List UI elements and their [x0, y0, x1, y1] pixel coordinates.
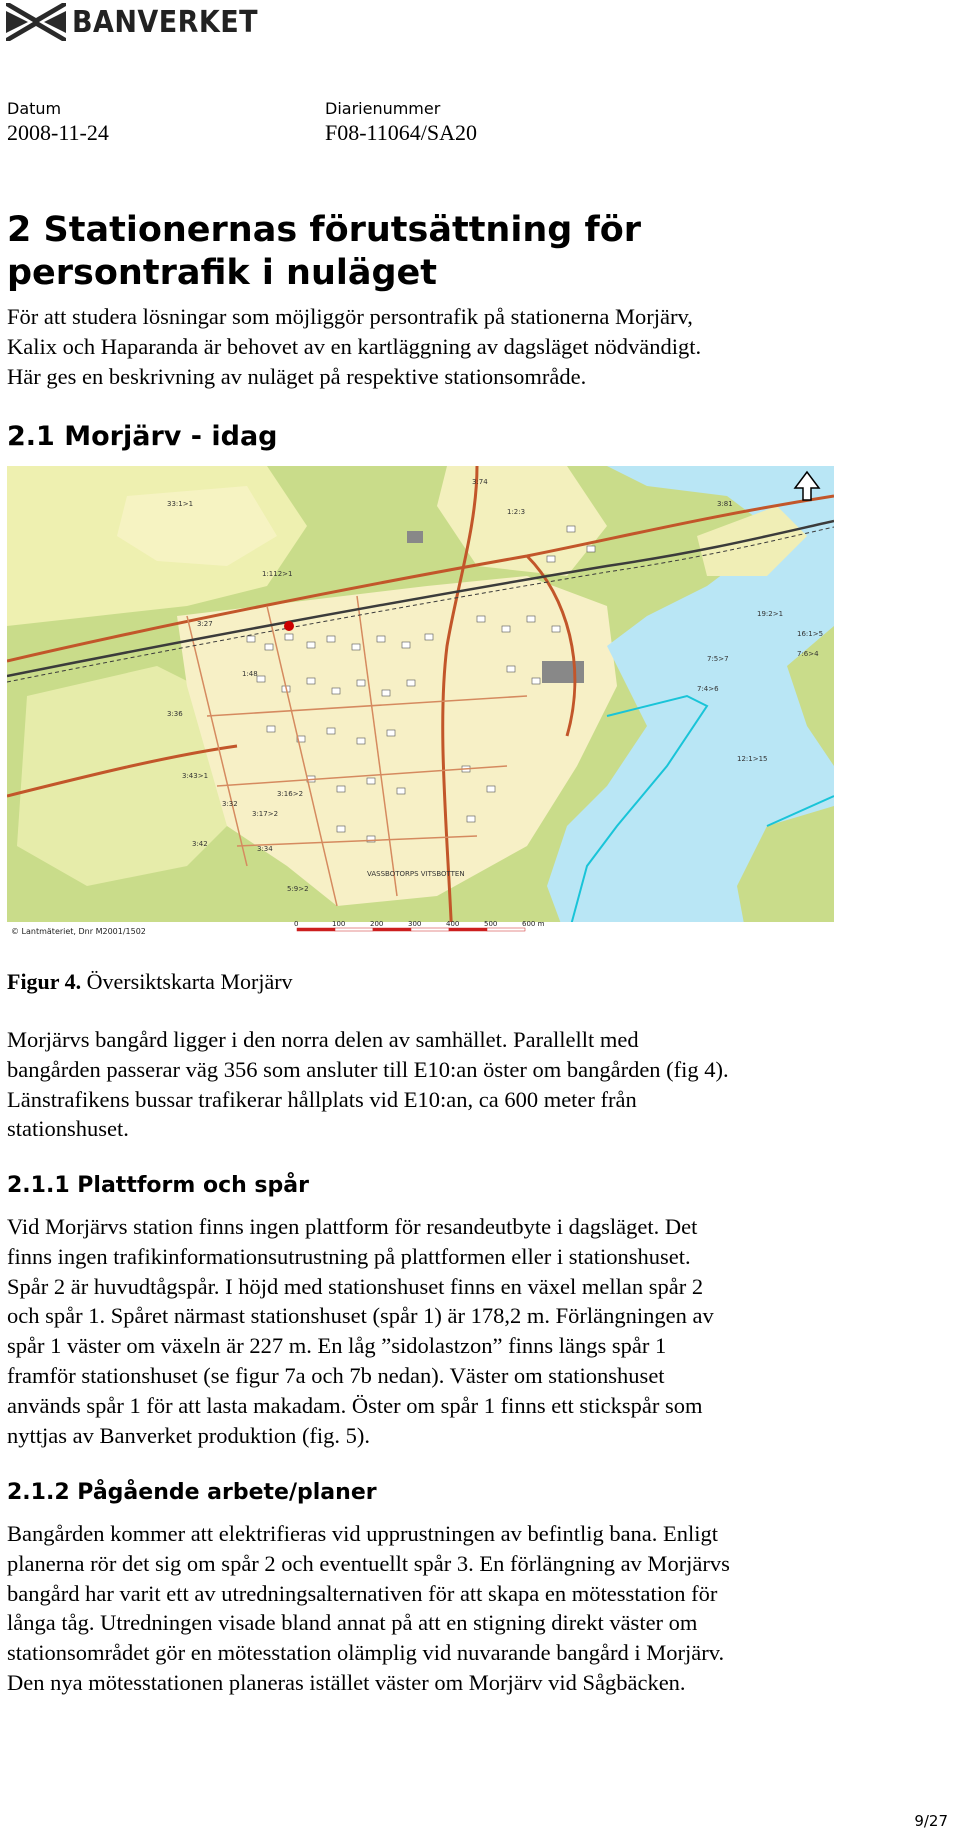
diarienummer-label: Diarienummer [325, 99, 441, 118]
body-line: Länstrafikens bussar trafikerar hållplats vid E10:an, ca 600 meter från [7, 1086, 637, 1112]
scale-label: 100 [332, 920, 346, 928]
banverket-logo [6, 2, 279, 42]
body-line: Vid Morjärvs station finns ingen plattform för resandeutbyte i dagsläget. Det [7, 1214, 698, 1239]
body-line: finns ingen trafikinformationsutrustning på plattformen eller i stationshuset. [7, 1243, 691, 1269]
map-station-marker [284, 621, 294, 631]
map-parcel-label: VASSBOTORPS VITSBOTTEN [367, 870, 465, 878]
datum-value: 2008-11-24 [7, 120, 109, 145]
map-copyright: © Lantmäteriet, Dnr M2001/1502 [11, 927, 146, 936]
body-line: bangård har varit ett av utredningsalternativen för att skapa en mötesstation för [7, 1580, 718, 1606]
body-line: spår 1 väster om växeln är 227 m. En låg ”sidolastzon” finns längs spår 1 [7, 1333, 667, 1359]
body-line: stationsområdet gör en mötesstation olämplig vid nuvarande bangård i Morjärv. [7, 1640, 725, 1666]
body-line: stationshuset. [7, 1116, 129, 1142]
intro-line: Här ges en beskrivning av nuläget på respektive stationsområde. [7, 363, 587, 389]
section-2-heading [7, 209, 947, 295]
body-line: Bangården kommer att elektrifieras vid upprustningen av befintlig bana. Enligt [7, 1521, 719, 1546]
scale-segment [297, 928, 335, 931]
section-2-heading-line2: persontrafik i nuläget [7, 253, 438, 293]
map-parcel-label: 3:34 [257, 845, 273, 853]
map-parcel-label: 3:32 [222, 800, 238, 808]
map-parcel-label: 3:16>2 [277, 790, 304, 798]
diarienummer-value: F08-11064/SA20 [325, 120, 477, 145]
scale-segment [487, 928, 525, 931]
map-parcel-label: 3:36 [167, 710, 183, 718]
section-2-1-2-heading: 2.1.2 Pågående arbete/planer [7, 1480, 377, 1505]
scale-label: 400 [446, 920, 460, 928]
body-line: framför stationshuset (se figur 7a och 7b nedan). Väster om stationshuset [7, 1362, 665, 1388]
section-2-intro [7, 302, 947, 391]
map-industrial-building [407, 531, 423, 543]
section-2-heading-line1: 2 Stationernas förutsättning för [7, 210, 642, 250]
map-parcel-label: 3:74 [472, 478, 488, 486]
map-parcel-label: 7:6>4 [797, 650, 819, 658]
section-2-1-2-body [7, 1519, 947, 1698]
section-2-1-heading: 2.1 Morjärv - idag [7, 421, 278, 452]
scale-label: 200 [370, 920, 384, 928]
scale-segment [373, 928, 411, 931]
section-2-1-body [7, 1025, 947, 1144]
figure-4-caption [7, 969, 293, 995]
map-parcel-label: 5:9>2 [287, 885, 309, 893]
map-parcel-label: 19:2>1 [757, 610, 784, 618]
body-line: Den nya mötesstationen planeras istället väster om Morjärv vid Sågbäcken. [7, 1669, 686, 1695]
intro-line: För att studera lösningar som möjliggör persontrafik på stationerna Morjärv, [7, 304, 693, 329]
figure-title: Översiktskarta Morjärv [81, 969, 293, 994]
scale-segment [411, 928, 449, 931]
overview-map-morjarv [7, 466, 834, 940]
body-line: långa tåg. Utredningen visade bland annat på att en stigning direkt väster om [7, 1610, 698, 1636]
scale-label: 0 [294, 920, 299, 928]
map-parcel-label: 3:81 [717, 500, 733, 508]
map-parcel-label: 3:17>2 [252, 810, 279, 818]
scale-segment [335, 928, 373, 931]
figure-label: Figur 4. [7, 969, 82, 994]
map-graphic [7, 466, 834, 940]
body-line: Morjärvs bangård ligger i den norra delen av samhället. Parallellt med [7, 1027, 639, 1052]
scale-segment [449, 928, 487, 931]
map-parcel-label: 1:112>1 [262, 570, 293, 578]
map-industrial-building [542, 661, 584, 683]
body-line: och spår 1. Spåret närmast stationshuset (spår 1) är 178,2 m. Förlängningen av [7, 1303, 714, 1329]
map-parcel-label: 3:27 [197, 620, 213, 628]
map-parcel-label: 16:1>5 [797, 630, 824, 638]
body-line: Spår 2 är huvudtågspår. I höjd med stationshuset finns en växel mellan spår 2 [7, 1273, 704, 1299]
map-parcel-label: 12:1>15 [737, 755, 768, 763]
logo-wordmark: BANVERKET [72, 4, 259, 40]
map-parcel-label: 7:5>7 [707, 655, 729, 663]
body-line: planerna rör det sig om spår 2 och eventuellt spår 3. En förlängning av Morjärvs [7, 1550, 730, 1576]
map-parcel-label: 33:1>1 [167, 500, 194, 508]
body-line: nyttjas av Banverket produktion (fig. 5). [7, 1422, 371, 1448]
body-line: används spår 1 för att lasta makadam. Öster om spår 1 finns ett stickspår som [7, 1392, 703, 1418]
section-2-1-1-body [7, 1212, 947, 1450]
body-line: bangården passerar väg 356 som ansluter till E10:an öster om bangården (fig 4). [7, 1056, 729, 1082]
datum-label: Datum [7, 99, 62, 118]
map-parcel-label: 7:4>6 [697, 685, 719, 693]
banverket-logo-icon [6, 3, 66, 41]
map-parcel-label: 1:2:3 [507, 508, 526, 516]
scale-label: 300 [408, 920, 422, 928]
map-parcel-label: 1:48 [242, 670, 258, 678]
section-2-1-1-heading: 2.1.1 Plattform och spår [7, 1173, 309, 1198]
intro-line: Kalix och Haparanda är behovet av en kartläggning av dagsläget nödvändigt. [7, 333, 702, 359]
page-number: 9/27 [914, 1812, 948, 1830]
scale-label: 500 [484, 920, 498, 928]
scale-label: 600 m [522, 920, 545, 928]
map-parcel-label: 3:42 [192, 840, 208, 848]
map-parcel-label: 3:43>1 [182, 772, 209, 780]
